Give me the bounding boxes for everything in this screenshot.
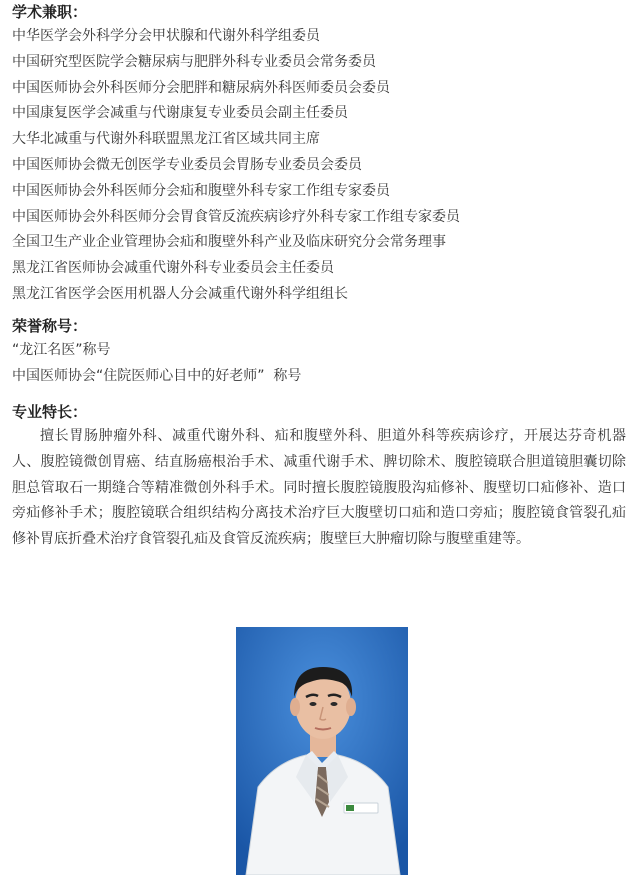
doctor-photo xyxy=(236,627,408,875)
academic-item: 中国医师协会外科医师分会肥胖和糖尿病外科医师委员会委员 xyxy=(12,79,390,96)
specialty-paragraph: 擅长胃肠肿瘤外科、减重代谢外科、疝和腹壁外科、胆道外科等疾病诊疗，开展达芬奇机器人、腹腔镜微创胃癌、结直肠癌根治手术、减重代谢手术、脾切除术、腹腔镜联合胆道镜胆囊切除胆总管取石一期缝合等精准微创外科手术。同时擅长腹腔镜腹股沟疝修补、腹壁切口疝修补、造口旁疝修补手术；腹腔镜联合组织结构分离技术治疗巨大腹壁切口疝和造口旁疝；腹腔镜食管裂孔疝修补胃底折叠术治疗食管裂孔疝及食管反流疾病；腹壁巨大肿瘤切除与腹壁重建等。 xyxy=(12,428,626,548)
academic-item: 全国卫生产业企业管理协会疝和腹壁外科产业及临床研究分会常务理事 xyxy=(12,234,446,251)
honor-item: 中国医师协会“住院医师心目中的好老师” 称号 xyxy=(12,367,302,384)
academic-list xyxy=(12,24,460,308)
honors-section xyxy=(12,314,301,390)
specialty-heading: 专业特长： xyxy=(12,403,88,421)
academic-item: 中国研究型医院学会糖尿病与肥胖外科专业委员会常务委员 xyxy=(12,53,376,70)
academic-item: 黑龙江省医师协会减重代谢外科专业委员会主任委员 xyxy=(12,260,334,277)
academic-item: 中华医学会外科学分会甲状腺和代谢外科学组委员 xyxy=(12,28,320,44)
academic-item: 中国康复医学会减重与代谢康复专业委员会副主任委员 xyxy=(12,105,348,122)
honor-item: “龙江名医”称号 xyxy=(12,342,111,358)
academic-item: 中国医师协会微无创医学专业委员会胃肠专业委员会委员 xyxy=(12,156,362,173)
academic-item: 中国医师协会外科医师分会胃食管反流疾病诊疗外科专家工作组专家委员 xyxy=(12,208,460,225)
honors-heading: 荣誉称号： xyxy=(12,317,88,335)
academic-section xyxy=(12,0,460,308)
academic-heading: 学术兼职： xyxy=(12,3,88,21)
doctor-portrait-image xyxy=(236,627,408,875)
academic-item: 中国医师协会外科医师分会疝和腹壁外科专家工作组专家委员 xyxy=(12,182,390,199)
specialty-section xyxy=(12,400,626,553)
academic-item: 黑龙江省医学会医用机器人分会减重代谢外科学组组长 xyxy=(12,285,348,302)
academic-item: 大华北减重与代谢外科联盟黑龙江省区域共同主席 xyxy=(12,131,320,148)
